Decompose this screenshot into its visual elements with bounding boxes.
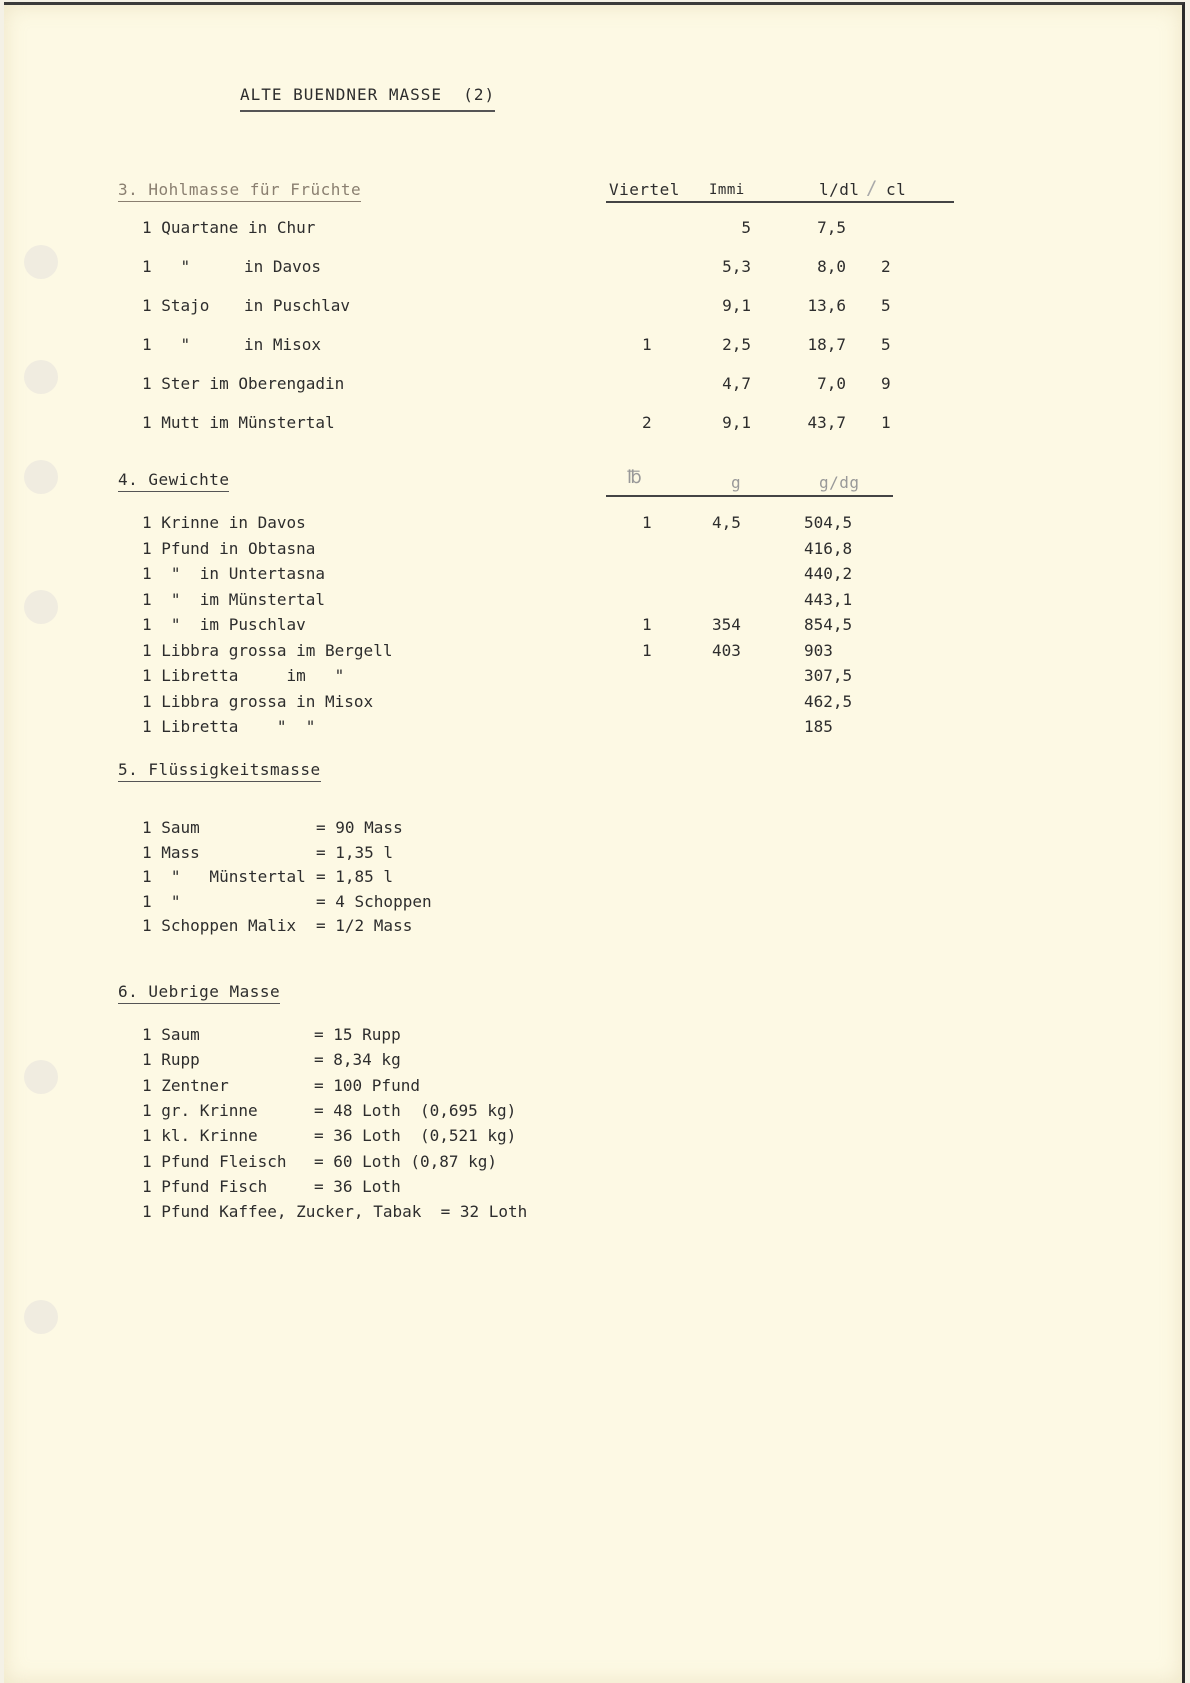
list-item-label: 1 Zentner: [142, 1075, 229, 1095]
list-item-label: 1 " Münstertal: [142, 867, 306, 886]
cell-immi: 4,7: [722, 374, 751, 393]
cell-ldl: 18,7: [807, 335, 846, 354]
cell-gdg: 903: [804, 640, 833, 660]
cell-ldl: 13,6: [807, 296, 846, 315]
section-6-heading: 6. Uebrige Masse: [118, 982, 280, 1004]
cell-cl: 2: [881, 257, 891, 276]
page-title: ALTE BUENDNER MASSE (2): [240, 85, 495, 112]
cell-cl: 1: [881, 413, 891, 432]
cell-immi: 9,1: [722, 296, 751, 315]
row-label: 1 Libbra grossa in Misox: [142, 691, 374, 711]
cell-gdg: 504,5: [804, 513, 853, 532]
section-5-heading: 5. Flüssigkeitsmasse: [118, 760, 321, 782]
row-label: 1 Libretta im ": [142, 666, 345, 685]
punch-hole: [24, 460, 58, 494]
header-rule: [606, 495, 893, 497]
list-item: 1 Pfund Kaffee, Zucker, Tabak = 32 Loth: [142, 1202, 528, 1221]
list-item-value: = 1/2 Mass: [316, 916, 413, 935]
header-rule: [606, 201, 954, 203]
list-item-label: 1 Rupp: [142, 1050, 200, 1070]
cell-immi: 9,1: [722, 413, 751, 432]
cell-pound: 1: [642, 615, 652, 634]
row-label: 1 Krinne in Davos: [142, 513, 306, 532]
cell-ldl: 7,5: [817, 218, 846, 237]
document-page: [4, 2, 1185, 1683]
list-item-value: = 48 Loth (0,695 kg): [314, 1100, 517, 1120]
row-label: 1 Libbra grossa im Bergell: [142, 640, 393, 660]
punch-hole: [24, 1300, 58, 1334]
cell-gdg: 443,1: [804, 589, 853, 609]
cell-g: 403: [712, 640, 741, 660]
section-4-heading: 4. Gewichte: [118, 470, 229, 492]
cell-cl: 5: [881, 335, 891, 354]
list-item-value: = 1,85 l: [316, 867, 394, 886]
cell-ldl: 43,7: [807, 413, 846, 432]
cell-ldl: 8,0: [817, 257, 846, 276]
list-item-value: = 36 Loth: [314, 1176, 401, 1196]
col-immi-header: Immi: [709, 182, 745, 198]
col-slash: /: [866, 177, 878, 199]
cell-cl: 5: [881, 296, 891, 315]
row-label: 1 Libretta " ": [142, 717, 316, 736]
row-label: 1 Ster im Oberengadin: [142, 374, 345, 393]
list-item-label: 1 Saum: [142, 1025, 200, 1044]
row-place: in Davos: [244, 257, 322, 276]
cell-gdg: 854,5: [804, 615, 853, 634]
list-item-label: 1 Pfund Fleisch: [142, 1151, 287, 1171]
col-ldl-header: l/dl: [819, 180, 860, 199]
cell-g: 354: [712, 615, 741, 634]
row-label: 1 " in Untertasna: [142, 564, 326, 583]
list-item-label: 1 Saum: [142, 818, 200, 837]
list-item-label: 1 ": [142, 891, 181, 911]
list-item-label: 1 Schoppen Malix: [142, 916, 297, 935]
section-3-heading: 3. Hohlmasse für Früchte: [118, 180, 361, 202]
row-label: 1 Mutt im Münstertal: [142, 413, 335, 432]
cell-viertel: 1: [642, 335, 652, 354]
list-item-value: = 100 Pfund: [314, 1075, 420, 1095]
row-label: 1 Quartane in Chur: [142, 218, 316, 237]
list-item-label: 1 Mass: [142, 842, 200, 862]
row-label: 1 " im Münstertal: [142, 589, 326, 609]
list-item-value: = 36 Loth (0,521 kg): [314, 1126, 517, 1146]
list-item-value: = 1,35 l: [316, 842, 394, 862]
list-item-value: = 4 Schoppen: [316, 891, 432, 911]
col-gdg-header: g/dg: [819, 473, 860, 492]
cell-viertel: 2: [642, 413, 652, 432]
col-pound-header: ℔: [627, 467, 643, 488]
cell-g: 4,5: [712, 513, 741, 532]
row-label: 1 ": [142, 335, 191, 354]
list-item-label: 1 kl. Krinne: [142, 1126, 258, 1146]
punch-hole: [24, 360, 58, 394]
row-place: in Puschlav: [244, 296, 350, 315]
col-viertel-header: Viertel: [609, 180, 680, 199]
cell-gdg: 307,5: [804, 666, 853, 685]
cell-immi: 2,5: [722, 335, 751, 354]
row-place: in Misox: [244, 335, 322, 354]
row-label: 1 Pfund in Obtasna: [142, 538, 316, 558]
cell-gdg: 416,8: [804, 538, 853, 558]
punch-hole: [24, 590, 58, 624]
cell-immi: 5,3: [722, 257, 751, 276]
col-cl-header: cl: [886, 180, 907, 199]
cell-cl: 9: [881, 374, 891, 393]
list-item-value: = 90 Mass: [316, 818, 403, 837]
list-item-label: 1 gr. Krinne: [142, 1100, 258, 1120]
cell-pound: 1: [642, 513, 652, 532]
list-item-value: = 15 Rupp: [314, 1025, 401, 1044]
row-label: 1 " im Puschlav: [142, 615, 306, 634]
cell-gdg: 462,5: [804, 691, 853, 711]
list-item-label: 1 Pfund Fisch: [142, 1176, 268, 1196]
row-label: 1 ": [142, 257, 191, 276]
col-g-header: g: [731, 473, 742, 492]
punch-hole: [24, 245, 58, 279]
punch-hole: [24, 1060, 58, 1094]
cell-pound: 1: [642, 640, 652, 660]
cell-gdg: 185: [804, 717, 833, 736]
list-item-value: = 60 Loth (0,87 kg): [314, 1151, 498, 1171]
cell-immi: 5: [741, 218, 751, 237]
list-item-value: = 8,34 kg: [314, 1050, 401, 1070]
cell-ldl: 7,0: [817, 374, 846, 393]
cell-gdg: 440,2: [804, 564, 853, 583]
row-label: 1 Stajo: [142, 296, 210, 315]
